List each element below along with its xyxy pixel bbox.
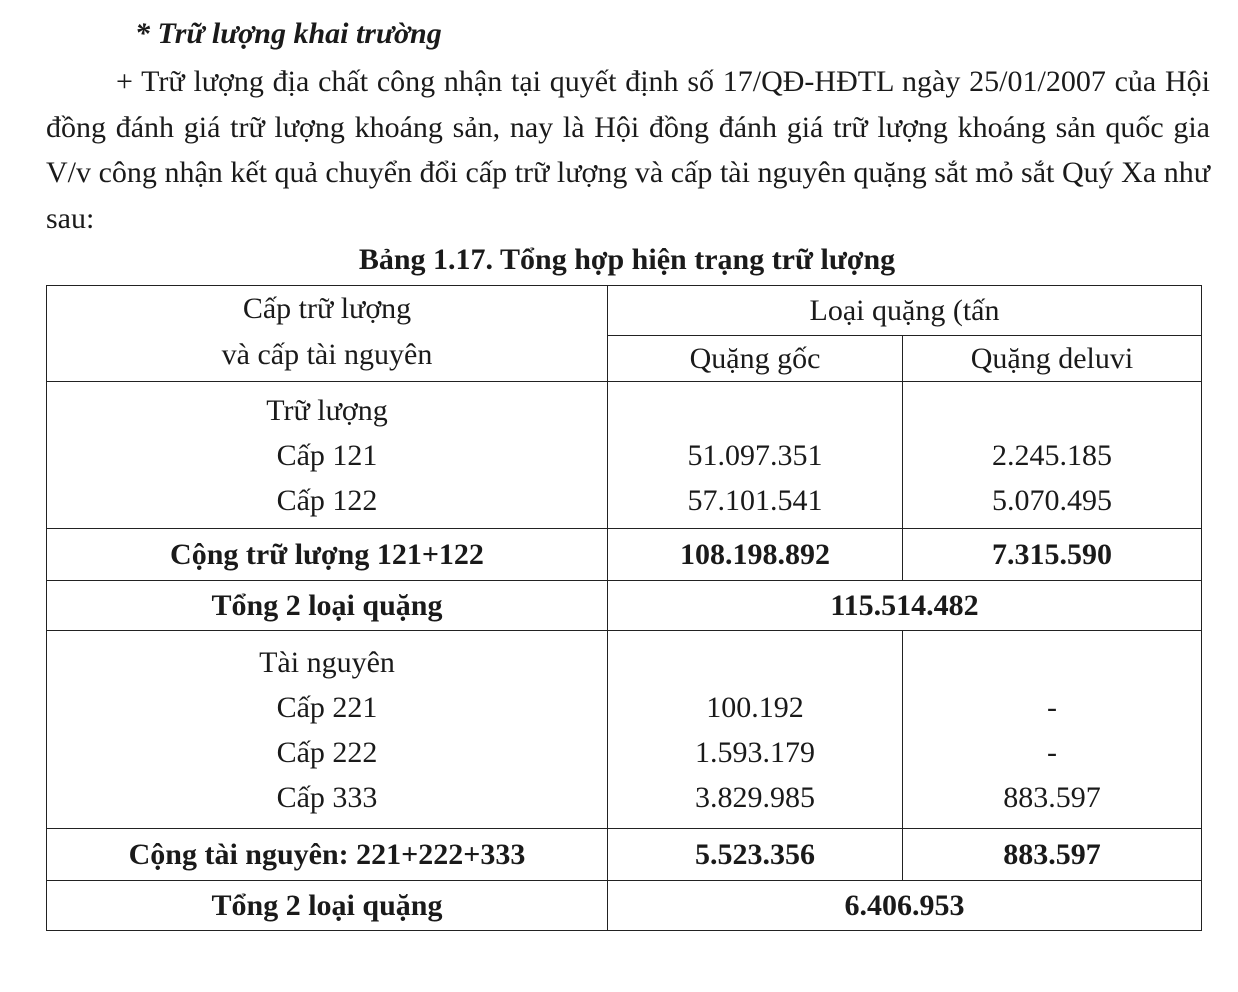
resources-total-row	[47, 881, 1202, 931]
reserves-deluvi-values	[903, 382, 1202, 529]
reserves-labels	[47, 382, 608, 529]
reserves-deluvi-122: 5.070.495	[992, 483, 1112, 517]
resources-deluvi-222: -	[1047, 735, 1057, 769]
resources-goc-222: 1.593.179	[695, 735, 815, 769]
reserves-title: Trữ lượng	[266, 393, 388, 427]
resources-labels	[47, 631, 608, 829]
header-category-cell	[47, 286, 608, 382]
reserves-label-121: Cấp 121	[276, 438, 378, 472]
resources-deluvi-values	[903, 631, 1202, 829]
resources-goc-221: 100.192	[706, 690, 804, 724]
reserves-total-label: Tổng 2 loại quặng	[47, 581, 608, 631]
section-heading: * Trữ lượng khai trường	[135, 17, 442, 50]
reserves-sum-deluvi: 7.315.590	[903, 529, 1202, 581]
reserves-total-row	[47, 581, 1202, 631]
resources-goc-333: 3.829.985	[695, 780, 815, 814]
reserves-goc-121: 51.097.351	[687, 438, 823, 472]
resources-sum-label: Cộng tài nguyên: 221+222+333	[47, 829, 608, 881]
reserves-goc-values	[608, 382, 903, 529]
reserves-goc-122: 57.101.541	[687, 483, 823, 517]
reserves-group-row	[47, 382, 1202, 529]
resources-label-333: Cấp 333	[276, 780, 378, 814]
resources-sum-row	[47, 829, 1202, 881]
resources-group-row	[47, 631, 1202, 829]
intro-paragraph: + Trữ lượng địa chất công nhận tại quyết định số 17/QĐ-HĐTL ngày 25/01/2007 của Hội đồng đánh giá trữ lượng khoáng sản, nay là Hội đồng đánh giá trữ lượng khoáng sản quốc gia V/v công nhận kết quả chuyển đổi cấp trữ lượng và cấp tài nguyên quặng sắt mỏ sắt Quý Xa như sau:	[46, 65, 1210, 235]
header-quang-deluvi: Quặng deluvi	[903, 336, 1202, 382]
reserves-sum-goc: 108.198.892	[608, 529, 903, 581]
reserves-sum-row	[47, 529, 1202, 581]
reserves-total-value: 115.514.482	[608, 581, 1202, 631]
header-quang-goc: Quặng gốc	[608, 336, 903, 382]
table-caption: Bảng 1.17. Tổng hợp hiện trạng trữ lượng	[358, 243, 896, 276]
resources-sum-deluvi: 883.597	[903, 829, 1202, 881]
resources-sum-goc: 5.523.356	[608, 829, 903, 881]
reserves-sum-label: Cộng trữ lượng 121+122	[47, 529, 608, 581]
header-ore-type-group: Loại quặng (tấn	[608, 286, 1202, 336]
resources-label-221: Cấp 221	[276, 690, 378, 724]
header-category-line2: và cấp tài nguyên	[221, 338, 433, 371]
resources-label-222: Cấp 222	[276, 735, 378, 769]
reserves-label-122: Cấp 122	[276, 483, 378, 517]
reserves-table	[46, 285, 1202, 931]
resources-total-value: 6.406.953	[608, 881, 1202, 931]
resources-deluvi-221: -	[1047, 690, 1057, 724]
resources-title: Tài nguyên	[259, 645, 395, 679]
resources-total-label: Tổng 2 loại quặng	[47, 881, 608, 931]
resources-deluvi-333: 883.597	[1003, 780, 1101, 814]
resources-goc-values	[608, 631, 903, 829]
header-row	[47, 286, 1202, 336]
header-category-line1: Cấp trữ lượng	[242, 292, 412, 325]
reserves-deluvi-121: 2.245.185	[992, 438, 1112, 472]
